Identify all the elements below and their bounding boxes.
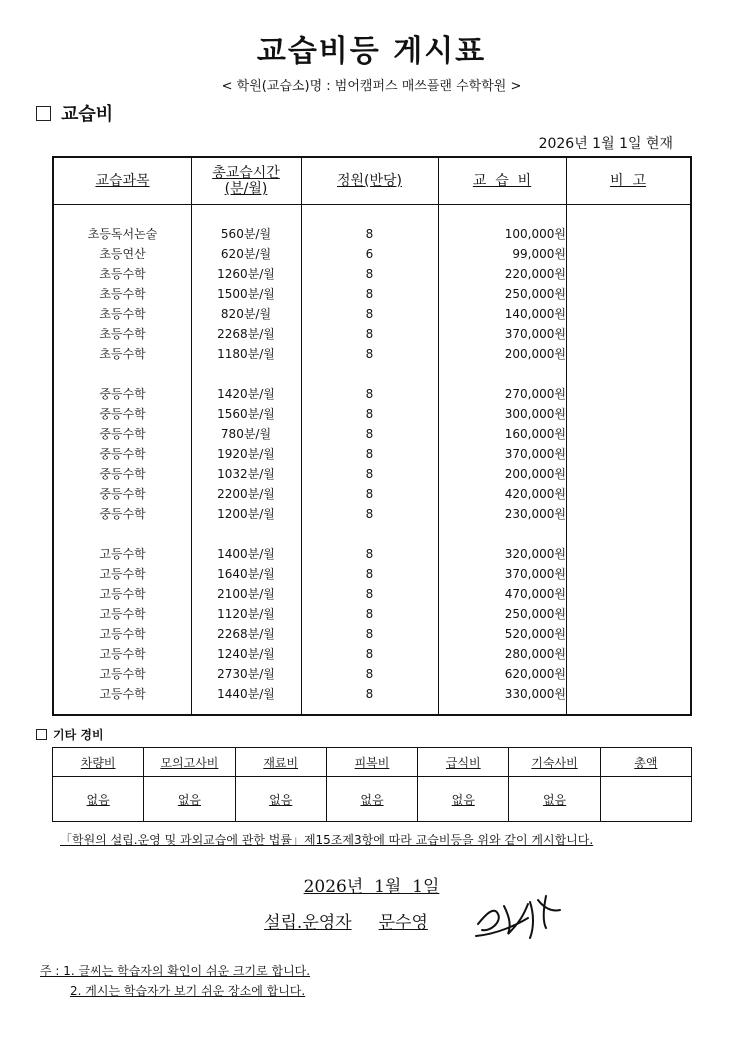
subject-cell: 초등수학	[99, 347, 146, 361]
subject-cell: 고등수학	[99, 627, 146, 641]
fee-cell: 230,000원	[504, 507, 566, 521]
fee-table	[52, 156, 692, 716]
subject-cell: 초등수학	[99, 327, 146, 341]
table-row	[54, 304, 690, 324]
fee-cell: 270,000원	[504, 387, 566, 401]
value-meals: 없음	[418, 777, 509, 822]
hours-cell: 1500분/월	[217, 287, 275, 301]
table-row	[54, 264, 690, 284]
value-vehicle: 없음	[53, 777, 144, 822]
hours-cell: 560분/월	[220, 227, 272, 241]
capacity-cell: 6	[365, 247, 374, 261]
header-meals: 급식비	[418, 748, 509, 777]
capacity-cell: 8	[365, 627, 374, 641]
fee-cell: 470,000원	[504, 587, 566, 601]
value-materials: 없음	[235, 777, 326, 822]
subject-cell: 고등수학	[99, 667, 146, 681]
capacity-cell: 8	[365, 507, 374, 521]
fee-cell: 330,000원	[504, 687, 566, 701]
table-row	[54, 404, 690, 424]
section-fees-heading	[36, 100, 113, 126]
table-row	[54, 644, 690, 664]
table-row	[54, 504, 690, 524]
subject-cell: 고등수학	[99, 587, 146, 601]
table-row	[54, 584, 690, 604]
table-row	[54, 284, 690, 304]
subject-cell: 초등수학	[99, 267, 146, 281]
fee-rows	[54, 224, 690, 704]
capacity-cell: 8	[365, 607, 374, 621]
hours-cell: 780분/월	[220, 427, 272, 441]
capacity-cell: 8	[365, 327, 374, 341]
hours-cell: 1400분/월	[217, 547, 275, 561]
fee-cell: 200,000원	[504, 467, 566, 481]
hours-cell: 2200분/월	[217, 487, 275, 501]
legal-notice: 「학원의 설립.운영 및 과외교습에 관한 법률」제15조제3항에 따라 교습비등을 위와 같이 게시합니다.	[60, 833, 594, 847]
hours-cell: 1120분/월	[217, 607, 275, 621]
fee-cell: 160,000원	[504, 427, 566, 441]
capacity-cell: 8	[365, 287, 374, 301]
capacity-cell: 8	[365, 387, 374, 401]
fee-cell: 320,000원	[504, 547, 566, 561]
table-row	[54, 624, 690, 644]
table-row	[54, 424, 690, 444]
table-row	[54, 564, 690, 584]
hours-cell: 1920분/월	[217, 447, 275, 461]
subject-cell: 고등수학	[99, 547, 146, 561]
other-expenses-table	[52, 747, 692, 822]
capacity-cell: 8	[365, 667, 374, 681]
hours-cell: 1260분/월	[217, 267, 275, 281]
signature-image	[468, 884, 568, 946]
table-row	[54, 544, 690, 564]
capacity-cell: 8	[365, 407, 374, 421]
fee-cell: 370,000원	[504, 327, 566, 341]
capacity-cell: 8	[365, 547, 374, 561]
capacity-cell: 8	[365, 307, 374, 321]
value-total	[600, 777, 691, 822]
capacity-cell: 8	[365, 647, 374, 661]
capacity-cell: 8	[365, 467, 374, 481]
fee-cell: 140,000원	[504, 307, 566, 321]
fee-cell: 220,000원	[504, 267, 566, 281]
fee-cell: 100,000원	[504, 227, 566, 241]
hours-cell: 2730분/월	[217, 667, 275, 681]
header-uniform: 피복비	[326, 748, 417, 777]
note-2: 2. 게시는 학습자가 보기 쉬운 장소에 합니다.	[70, 984, 306, 998]
hours-cell: 820분/월	[220, 307, 272, 321]
hours-cell: 1420분/월	[217, 387, 275, 401]
subject-cell: 중등수학	[99, 467, 146, 481]
header-dormitory: 기숙사비	[509, 748, 600, 777]
section-fees-label: 교습비	[61, 104, 114, 125]
header-mock-exam: 모의고사비	[144, 748, 235, 777]
subject-cell: 초등독서논술	[87, 227, 158, 241]
fee-cell: 250,000원	[504, 607, 566, 621]
header-materials: 재료비	[235, 748, 326, 777]
value-uniform: 없음	[326, 777, 417, 822]
value-dormitory: 없음	[509, 777, 600, 822]
value-mock-exam: 없음	[144, 777, 235, 822]
capacity-cell: 8	[365, 227, 374, 241]
hours-cell: 1180분/월	[217, 347, 275, 361]
table-row	[54, 324, 690, 344]
fee-cell: 200,000원	[504, 347, 566, 361]
subject-cell: 초등수학	[99, 307, 146, 321]
table-row	[54, 664, 690, 684]
hours-cell: 2268분/월	[217, 327, 275, 341]
capacity-cell: 8	[365, 487, 374, 501]
signature-date: 2026년 1월 1일	[303, 877, 440, 897]
header-vehicle: 차량비	[53, 748, 144, 777]
fee-cell: 250,000원	[504, 287, 566, 301]
subject-cell: 고등수학	[99, 647, 146, 661]
table-row	[54, 224, 690, 244]
capacity-cell: 8	[365, 587, 374, 601]
capacity-cell: 8	[365, 427, 374, 441]
subject-cell: 중등수학	[99, 427, 146, 441]
hours-cell: 1440분/월	[217, 687, 275, 701]
subject-cell: 고등수학	[99, 687, 146, 701]
subject-cell: 중등수학	[99, 407, 146, 421]
header-subject: 교습과목	[95, 173, 150, 189]
header-fee: 교 습 비	[472, 173, 532, 189]
checkbox-icon	[36, 106, 51, 121]
fee-cell: 620,000원	[504, 667, 566, 681]
as-of-date: 2026년 1월 1일 현재	[538, 136, 673, 152]
header-remarks: 비 고	[610, 173, 646, 189]
hours-cell: 1200분/월	[217, 507, 275, 521]
hours-cell: 1560분/월	[217, 407, 275, 421]
capacity-cell: 8	[365, 267, 374, 281]
page-title: 교습비등 게시표	[256, 34, 487, 69]
academy-name: < 학원(교습소)명 : 범어캠퍼스 매쓰플랜 수학학원 >	[221, 79, 522, 94]
fee-cell: 420,000원	[504, 487, 566, 501]
fee-cell: 370,000원	[504, 447, 566, 461]
table-row	[54, 384, 690, 404]
note-1: 주 : 1. 글씨는 학습자의 확인이 쉬운 크기로 합니다.	[40, 964, 311, 978]
hours-cell: 2268분/월	[217, 627, 275, 641]
fee-cell: 99,000원	[512, 247, 566, 261]
subject-cell: 초등연산	[99, 247, 146, 261]
fee-cell: 520,000원	[504, 627, 566, 641]
table-row	[54, 484, 690, 504]
hours-cell: 1240분/월	[217, 647, 275, 661]
fee-cell: 300,000원	[504, 407, 566, 421]
subject-cell: 초등수학	[99, 287, 146, 301]
checkbox-icon	[36, 729, 47, 740]
hours-cell: 1032분/월	[217, 467, 275, 481]
header-total: 총액	[600, 748, 691, 777]
table-row	[54, 344, 690, 364]
section-other-heading	[36, 726, 104, 743]
table-row	[54, 464, 690, 484]
subject-cell: 고등수학	[99, 567, 146, 581]
fee-cell: 280,000원	[504, 647, 566, 661]
owner-line	[0, 908, 692, 933]
capacity-cell: 8	[365, 347, 374, 361]
table-row	[54, 444, 690, 464]
subject-cell: 중등수학	[99, 387, 146, 401]
subject-cell: 중등수학	[99, 447, 146, 461]
table-row	[54, 604, 690, 624]
subject-cell: 고등수학	[99, 607, 146, 621]
owner-name: 문수영	[378, 913, 428, 933]
hours-cell: 620분/월	[220, 247, 272, 261]
hours-cell: 2100분/월	[217, 587, 275, 601]
header-capacity: 정원(반당)	[336, 173, 403, 189]
header-total-hours: 총교습시간 (분/월)	[212, 165, 280, 197]
table-row	[54, 684, 690, 704]
table-row	[54, 244, 690, 264]
section-other-label: 기타 경비	[53, 728, 104, 742]
subject-cell: 중등수학	[99, 487, 146, 501]
subject-cell: 중등수학	[99, 507, 146, 521]
capacity-cell: 8	[365, 687, 374, 701]
owner-label: 설립.운영자	[264, 913, 352, 933]
fee-cell: 370,000원	[504, 567, 566, 581]
hours-cell: 1640분/월	[217, 567, 275, 581]
capacity-cell: 8	[365, 567, 374, 581]
capacity-cell: 8	[365, 447, 374, 461]
